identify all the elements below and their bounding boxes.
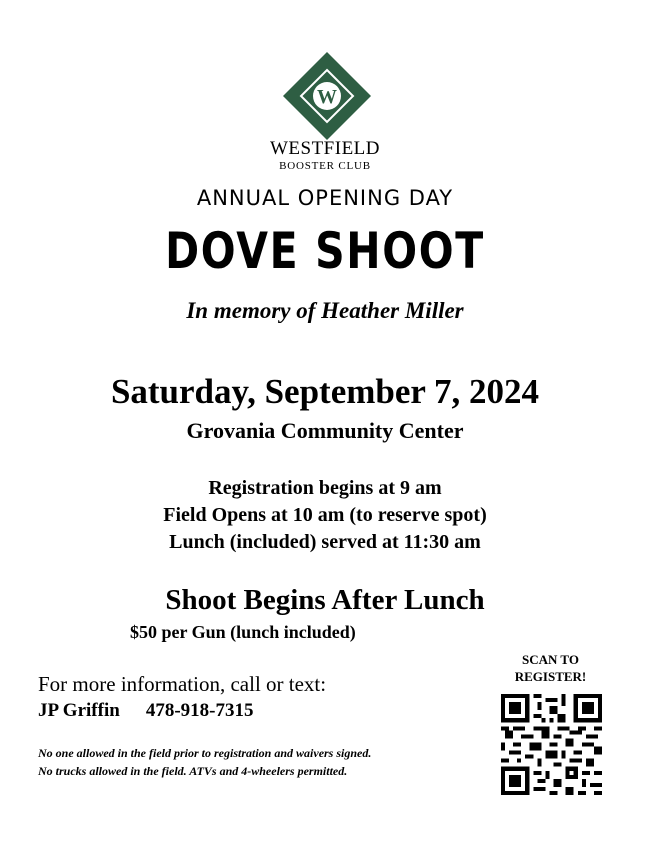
note-vehicles: No trucks allowed in the field. ATVs and 4-wheelers permitted.	[38, 764, 348, 778]
contact-name: JP Griffin	[38, 700, 120, 721]
shoot-headline: Shoot Begins After Lunch	[165, 584, 485, 616]
schedule-lunch: Lunch (included) served at 11:30 am	[169, 531, 481, 553]
org-subtitle: BOOSTER CLUB	[279, 160, 371, 172]
memorial-line: In memory of Heather Miller	[186, 298, 464, 323]
contact-prompt: For more information, call or text:	[38, 672, 327, 696]
scan-line-1: SCAN TO	[522, 652, 579, 667]
contact-line	[38, 700, 253, 722]
org-name: WESTFIELD	[269, 138, 381, 159]
westfield-logo	[283, 52, 371, 140]
schedule-registration: Registration begins at 9 am	[208, 477, 442, 499]
note-registration: No one allowed in the field prior to registration and waivers signed.	[38, 746, 372, 760]
event-date: Saturday, September 7, 2024	[110, 372, 540, 411]
event-venue: Grovania Community Center	[186, 418, 464, 443]
scan-line-2: REGISTER!	[514, 669, 587, 684]
price-line: $50 per Gun (lunch included)	[130, 622, 356, 642]
qr-code-icon[interactable]	[501, 694, 602, 795]
event-title: DOVE SHOOT	[165, 222, 485, 280]
scan-to-register-label	[493, 651, 608, 685]
contact-phone: 478-918-7315	[145, 700, 254, 721]
schedule-field-opens: Field Opens at 10 am (to reserve spot)	[163, 504, 487, 526]
svg-text:W: W	[317, 86, 337, 108]
event-top-line: ANNUAL OPENING DAY	[196, 186, 454, 210]
